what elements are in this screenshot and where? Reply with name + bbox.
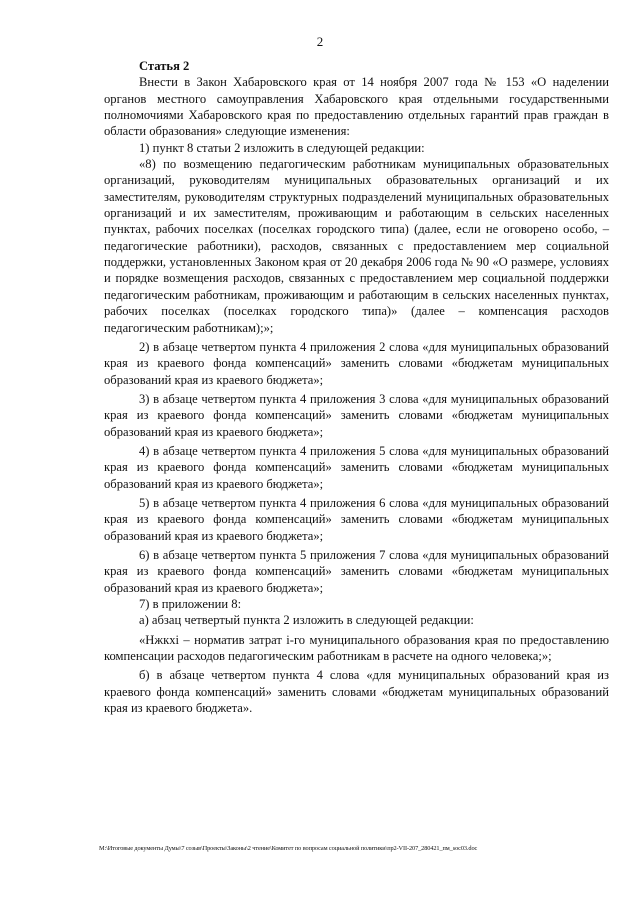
document-body <box>104 58 609 716</box>
footer-file-path: М:\Итоговые документы Думы\7 созыв\Проекты\Законы\2 чтение\Комитет по вопросам социальной политики\пр2-VII-207_280421_пм_soc03.doc <box>99 845 478 852</box>
paragraph-item-7: 7) в приложении 8: <box>139 597 242 611</box>
article-heading: Статья 2 <box>139 59 190 73</box>
paragraph-intro: Внести в Закон Хабаровского края от 14 ноября 2007 года № 153 «О наделении органов местного самоуправления Хабаровского края отдельными государственными полномочиями Хабаровского края по предоставлению отдельных гарантий прав граждан в области образования» следующие изменения: <box>104 75 609 139</box>
paragraph-item-3: 3) в абзаце четвертом пункта 4 приложения 3 слова «для муниципальных образований края из краевого фонда компенсаций» заменить словами «бюджетам муниципальных образований края из краевого бюджета»; <box>104 391 609 439</box>
paragraph-item-6: 6) в абзаце четвертом пункта 5 приложения 7 слова «для муниципальных образований края из краевого фонда компенсаций» заменить словами «бюджетам муниципальных образований края из краевого бюджета»; <box>104 547 609 595</box>
paragraph-item-5: 5) в абзаце четвертом пункта 4 приложения 6 слова «для муниципальных образований края из краевого фонда компенсаций» заменить словами «бюджетам муниципальных образований края из краевого бюджета»; <box>104 495 609 543</box>
paragraph-item-1-text: «8) по возмещению педагогическим работникам муниципальных образовательных организаций, руководителям муниципальных образовательных организаций и их заместителям, руководителям структурных подразделений муниципальных образовательных организаций и их заместителям, проживающим и работающим в сельских населенных пунктах, рабочих поселках (поселках городского типа) (далее, если не оговорено особо, – педагогические работники), расходов, связанных с предоставлением мер социальной поддержки, установленных Законом края от 20 декабря 2006 года № 90 «О размере, условиях и порядке возмещения расходов, связанных с предоставлением мер социальной поддержки педагогическим работникам, проживающим и работающим в сельских населенных пунктах, рабочих поселках (поселках городского типа)» (далее – компенсация расходов педагогическим работникам);»; <box>104 157 609 335</box>
paragraph-item-2: 2) в абзаце четвертом пункта 4 приложения 2 слова «для муниципальных образований края из краевого фонда компенсаций» заменить словами «бюджетам муниципальных образований края из краевого бюджета»; <box>104 339 609 387</box>
paragraph-item-4: 4) в абзаце четвертом пункта 4 приложения 5 слова «для муниципальных образований края из краевого фонда компенсаций» заменить словами «бюджетам муниципальных образований края из краевого бюджета»; <box>104 443 609 491</box>
page-number: 2 <box>316 34 324 49</box>
paragraph-item-1: 1) пункт 8 статьи 2 изложить в следующей редакции: <box>139 140 425 155</box>
paragraph-item-7a: а) абзац четвертый пункта 2 изложить в следующей редакции: <box>139 613 474 628</box>
paragraph-item-7b: б) в абзаце четвертом пункта 4 слова «для муниципальных образований края из краевого фонда компенсаций» заменить словами «бюджетам муниципальных образований края из краевого бюджета». <box>104 668 609 716</box>
paragraph-item-7a-text: «Нжкхi – норматив затрат i-го муниципального образования края по предоставлению компенсации расходов педагогическим работникам в расчете на одного человека;»; <box>104 632 609 664</box>
